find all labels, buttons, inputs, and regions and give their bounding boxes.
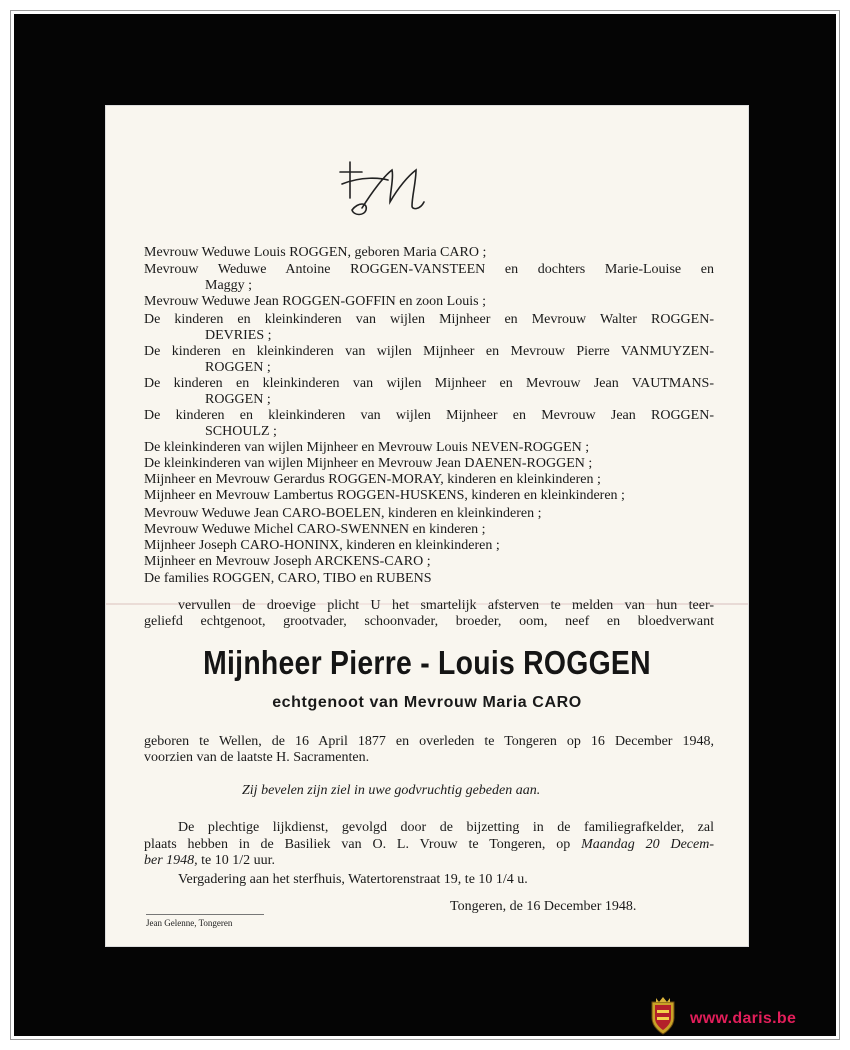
cross-monogram-icon [332, 158, 432, 218]
family-line-10: ROGGEN ; [205, 392, 271, 407]
family-line-13: De kleinkinderen van wijlen Mijnheer en Mevrouw Louis NEVEN-ROGGEN ; [144, 440, 590, 455]
printer-credit: Jean Gelenne, Tongeren [146, 914, 264, 928]
family-line-21: De families ROGGEN, CARO, TIBO en RUBENS [144, 571, 432, 586]
family-line-15: Mijnheer en Mevrouw Gerardus ROGGEN-MORAY, kinderen en kleinkinderen ; [144, 472, 601, 487]
funeral-date-part2: ber 1948, [144, 853, 198, 868]
gathering-line: Vergadering aan het sterfhuis, Watertorenstraat 19, te 10 1/4 u. [178, 872, 528, 887]
announcement-line-1: vervullen de droevige plicht U het smartelijk afsterven te melden van hun teer- [178, 598, 714, 613]
family-line-5: De kinderen en kleinkinderen van wijlen Mijnheer en Mevrouw Walter ROGGEN- [144, 312, 714, 327]
family-line-2: Mevrouw Weduwe Antoine ROGGEN-VANSTEEN en dochters Marie-Louise en [144, 262, 714, 277]
funeral-line-3 [144, 853, 275, 869]
place-date: Tongeren, de 16 December 1948. [450, 899, 637, 914]
spouse-line: echtgenoot van Mevrouw Maria CARO [272, 694, 582, 711]
family-line-1: Mevrouw Weduwe Louis ROGGEN, geboren Maria CARO ; [144, 245, 487, 260]
family-line-7: De kinderen en kleinkinderen van wijlen Mijnheer en Mevrouw Pierre VANMUYZEN- [144, 344, 714, 359]
family-line-11: De kinderen en kleinkinderen van wijlen Mijnheer en Mevrouw Jean ROGGEN- [144, 408, 714, 423]
family-line-18: Mevrouw Weduwe Michel CARO-SWENNEN en kinderen ; [144, 522, 486, 537]
family-line-19: Mijnheer Joseph CARO-HONINX, kinderen en kleinkinderen ; [144, 538, 500, 553]
birth-death-line-2: voorzien van de laatste H. Sacramenten. [144, 750, 370, 765]
coat-of-arms-icon [648, 996, 678, 1036]
funeral-line-2-text: plaats hebben in de Basiliek van O. L. Vrouw te Tongeren, op [144, 837, 582, 852]
death-notice-card [106, 106, 748, 946]
family-line-3: Maggy ; [205, 278, 253, 293]
prayer-line: Zij bevelen zijn ziel in uwe godvruchtig gebeden aan. [242, 783, 541, 798]
funeral-date-part1: Maandag 20 Decem- [581, 837, 715, 852]
family-line-16: Mijnheer en Mevrouw Lambertus ROGGEN-HUSKENS, kinderen en kleinkinderen ; [144, 488, 625, 503]
family-line-8: ROGGEN ; [205, 360, 271, 375]
birth-death-line-1: geboren te Wellen, de 16 April 1877 en overleden te Tongeren op 16 December 1948, [144, 734, 714, 749]
funeral-time: te 10 1/2 uur. [197, 853, 276, 868]
family-line-17: Mevrouw Weduwe Jean CARO-BOELEN, kinderen en kleinkinderen ; [144, 506, 542, 521]
deceased-name: Mijnheer Pierre - Louis ROGGEN [203, 644, 651, 681]
family-line-4: Mevrouw Weduwe Jean ROGGEN-GOFFIN en zoon Louis ; [144, 294, 486, 309]
announcement-line-2: geliefd echtgenoot, grootvader, schoonvader, broeder, oom, neef en bloedverwant [144, 614, 714, 629]
family-line-20: Mijnheer en Mevrouw Joseph ARCKENS-CARO ; [144, 554, 431, 569]
family-line-14: De kleinkinderen van wijlen Mijnheer en Mevrouw Jean DAENEN-ROGGEN ; [144, 456, 593, 471]
family-line-12: SCHOULZ ; [205, 424, 277, 439]
watermark-url: www.daris.be [690, 1010, 797, 1027]
family-line-9: De kinderen en kleinkinderen van wijlen Mijnheer en Mevrouw Jean VAUTMANS- [144, 376, 714, 391]
family-line-6: DEVRIES ; [205, 328, 272, 343]
funeral-line-1: De plechtige lijkdienst, gevolgd door de bijzetting in de familiegrafkelder, zal [178, 820, 714, 835]
funeral-line-2 [144, 837, 714, 853]
